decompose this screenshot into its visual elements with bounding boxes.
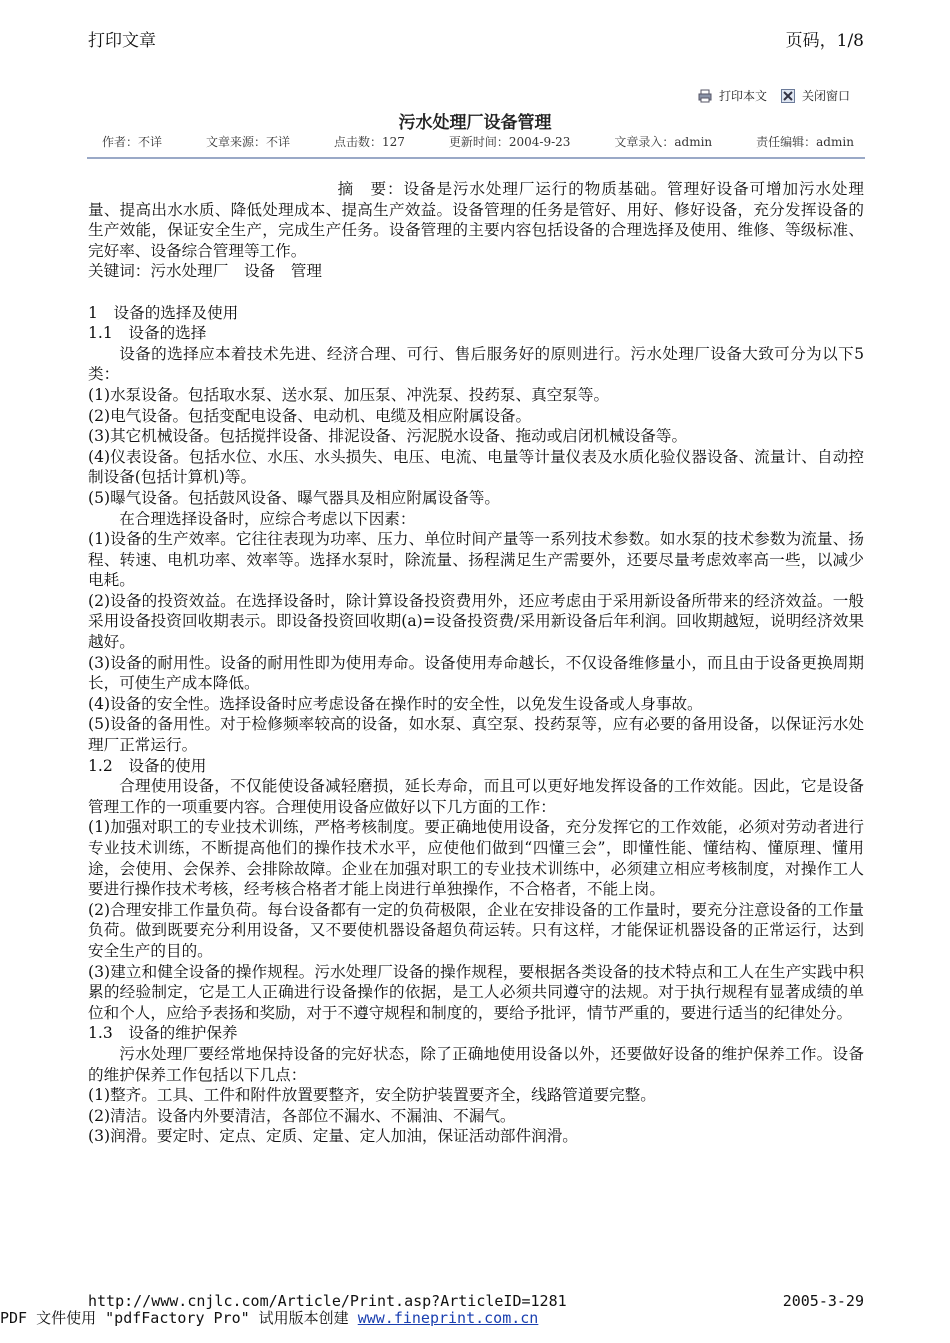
body-paragraph: 污水处理厂要经常地保持设备的完好状态，除了正确地使用设备以外，还要做好设备的维护保养工作。设备的维护保养工作包括以下几点： (88, 1044, 864, 1084)
list-item: (4)仪表设备。包括水位、水压、水头损失、电压、电流、电量等计量仪表及水质化验仪器设备、流量计、自动控制设备(包括计算机)等。 (88, 447, 864, 487)
list-item: (1)加强对职工的专业技术训练，严格考核制度。要正确地使用设备，充分发挥它的工作效能，必须对劳动者进行专业技术训练，不断提高他们的操作技术水平，应使他们做到“四懂三会”，即懂性能、懂结构、懂原理、懂用途，会使用、会保养、会排除故障。企业在加强对职工的专业技术训练中，必须建立相应考核制度，对操作工人要进行操作技术考核，经考核合格者才能上岗进行单独操作，不合格者，不能上岗。 (88, 818, 864, 899)
list-item: (2)电气设备。包括变配电设备、电动机、电缆及相应附属设备。 (88, 406, 532, 425)
close-window-label: 关闭窗口 (801, 89, 850, 103)
subsection-heading: 1.2 设备的使用 (88, 756, 207, 775)
meta-updated: 更新时间：2004-9-23 (448, 135, 571, 149)
body-paragraph: 设备的选择应本着技术先进、经济合理、可行、售后服务好的原则进行。污水处理厂设备大致可分为以下5类： (88, 344, 864, 384)
list-item: (1)设备的生产效率。它往往表现为功率、压力、单位时间产量等一系列技术参数。如水泵的技术参数为流量、扬程、转速、电机功率、效率等。选择水泵时，除流量、扬程满足生产需要外，还要尽量考虑效率高一些，以减少电耗。 (88, 530, 864, 590)
list-item: (5)曝气设备。包括鼓风设备、曝气器具及相应附属设备等。 (88, 488, 500, 507)
meta-clicks: 点击数：127 (333, 135, 405, 149)
pdf-creator-note (0, 1307, 538, 1328)
close-icon (781, 89, 795, 103)
page-number: 页码，1/8 (785, 31, 864, 51)
subsection-heading: 1.3 设备的维护保养 (88, 1024, 238, 1043)
print-article-label: 打印文章 (88, 31, 156, 51)
meta-entered-by: 文章录入：admin (614, 135, 713, 149)
list-item: (2)清洁。设备内外要清洁，各部位不漏水、不漏油、不漏气。 (88, 1106, 516, 1125)
list-item: (1)水泵设备。包括取水泵、送水泵、加压泵、冲洗泵、投药泵、真空泵等。 (88, 385, 610, 404)
footer-date: 2005-3-29 (782, 1292, 864, 1310)
body-paragraph: 合理使用设备，不仅能使设备减轻磨损，延长寿命，而且可以更好地发挥设备的工作效能。因此，它是设备管理工作的一项重要内容。合理使用设备应做好以下几方面的工作： (88, 777, 864, 816)
close-window-button[interactable] (781, 87, 850, 104)
article-body (88, 179, 864, 1147)
meta-editor: 责任编辑：admin (756, 135, 854, 149)
article-title: 污水处理厂设备管理 (398, 113, 552, 133)
pdf-creator-text: PDF 文件使用 "pdfFactory Pro" 试用版本创建 (0, 1309, 358, 1327)
list-item: (2)合理安排工作量负荷。每台设备都有一定的负荷极限，企业在安排设备的工作量时，要充分注意设备的工作量负荷。做到既要充分利用设备，又不要使机器设备超负荷运转。只有这样，才能保证机器设备的正常运行，达到安全生产的目的。 (88, 900, 864, 960)
subsection-heading: 1.1 设备的选择 (88, 324, 207, 343)
list-item: (3)建立和健全设备的操作规程。污水处理厂设备的操作规程，要根据各类设备的技术特点和工人在生产实践中积累的经验制定，它是工人正确进行设备操作的依据，是工人必须共同遵守的法规。对于执行规程有显著成绩的单位和个人，应给予表扬和奖励，对于不遵守规程和制度的，要给予批评，情节严重的，要进行适当的纪律处分。 (88, 962, 864, 1022)
list-item: (3)设备的耐用性。设备的耐用性即为使用寿命。设备使用寿命越长，不仅设备维修量小，而且由于设备更换周期长，可使生产成本降低。 (88, 653, 864, 693)
printer-icon (698, 89, 712, 103)
meta-source: 文章来源：不详 (205, 135, 290, 149)
list-item: (3)润滑。要定时、定点、定质、定量、定人加油，保证活动部件润滑。 (88, 1127, 578, 1146)
list-item: (5)设备的备用性。对于检修频率较高的设备，如水泵、真空泵、投药泵等，应有必要的备用设备，以保证污水处理厂正常运行。 (88, 715, 864, 755)
section-heading: 1 设备的选择及使用 (88, 303, 239, 322)
footer-source-url: http://www.cnjlc.com/Article/Print.asp?ArticleID=1281 (88, 1292, 567, 1310)
body-paragraph: 在合理选择设备时，应综合考虑以下因素： (119, 509, 416, 528)
list-item: (4)设备的安全性。选择设备时应考虑设备在操作时的安全性，以免发生设备或人身事故。 (88, 694, 703, 713)
list-item: (2)设备的投资效益。在选择设备时，除计算设备投资费用外，还应考虑由于采用新设备所带来的经济效益。一般采用设备投资回收期表示。即设备投资回收期(a)=设备投资费/采用新设备后年利润。回收期越短，说明经济效果越好。 (88, 591, 864, 652)
fineprint-link[interactable]: www.fineprint.com.cn (357, 1309, 539, 1327)
list-item: (1)整齐。工具、工件和附件放置要整齐，安全防护装置要齐全，线路管道要完整。 (88, 1086, 656, 1105)
abstract-paragraph: 摘 要：设备是污水处理厂运行的物质基础。管理好设备可增加污水处理量、提高出水水质、降低处理成本、提高生产效益。设备管理的任务是管好、用好、修好设备，充分发挥设备的生产效能，保证安全生产，完成生产任务。设备管理的主要内容包括设备的合理选择及使用、维修、等级标准、完好率、设备综合管理等工作。 (88, 180, 864, 260)
article-meta (102, 133, 854, 150)
print-article-button[interactable] (698, 87, 767, 104)
keywords-line: 关键词：污水处理厂 设备 管理 (88, 262, 322, 281)
list-item: (3)其它机械设备。包括搅拌设备、排泥设备、污泥脱水设备、拖动或启闭机械设备等。 (88, 427, 688, 446)
meta-author: 作者：不详 (102, 135, 163, 149)
article-toolbar (698, 87, 850, 104)
title-divider (87, 157, 865, 159)
print-article-label-text: 打印本文 (718, 89, 767, 103)
blank-line (88, 282, 864, 303)
